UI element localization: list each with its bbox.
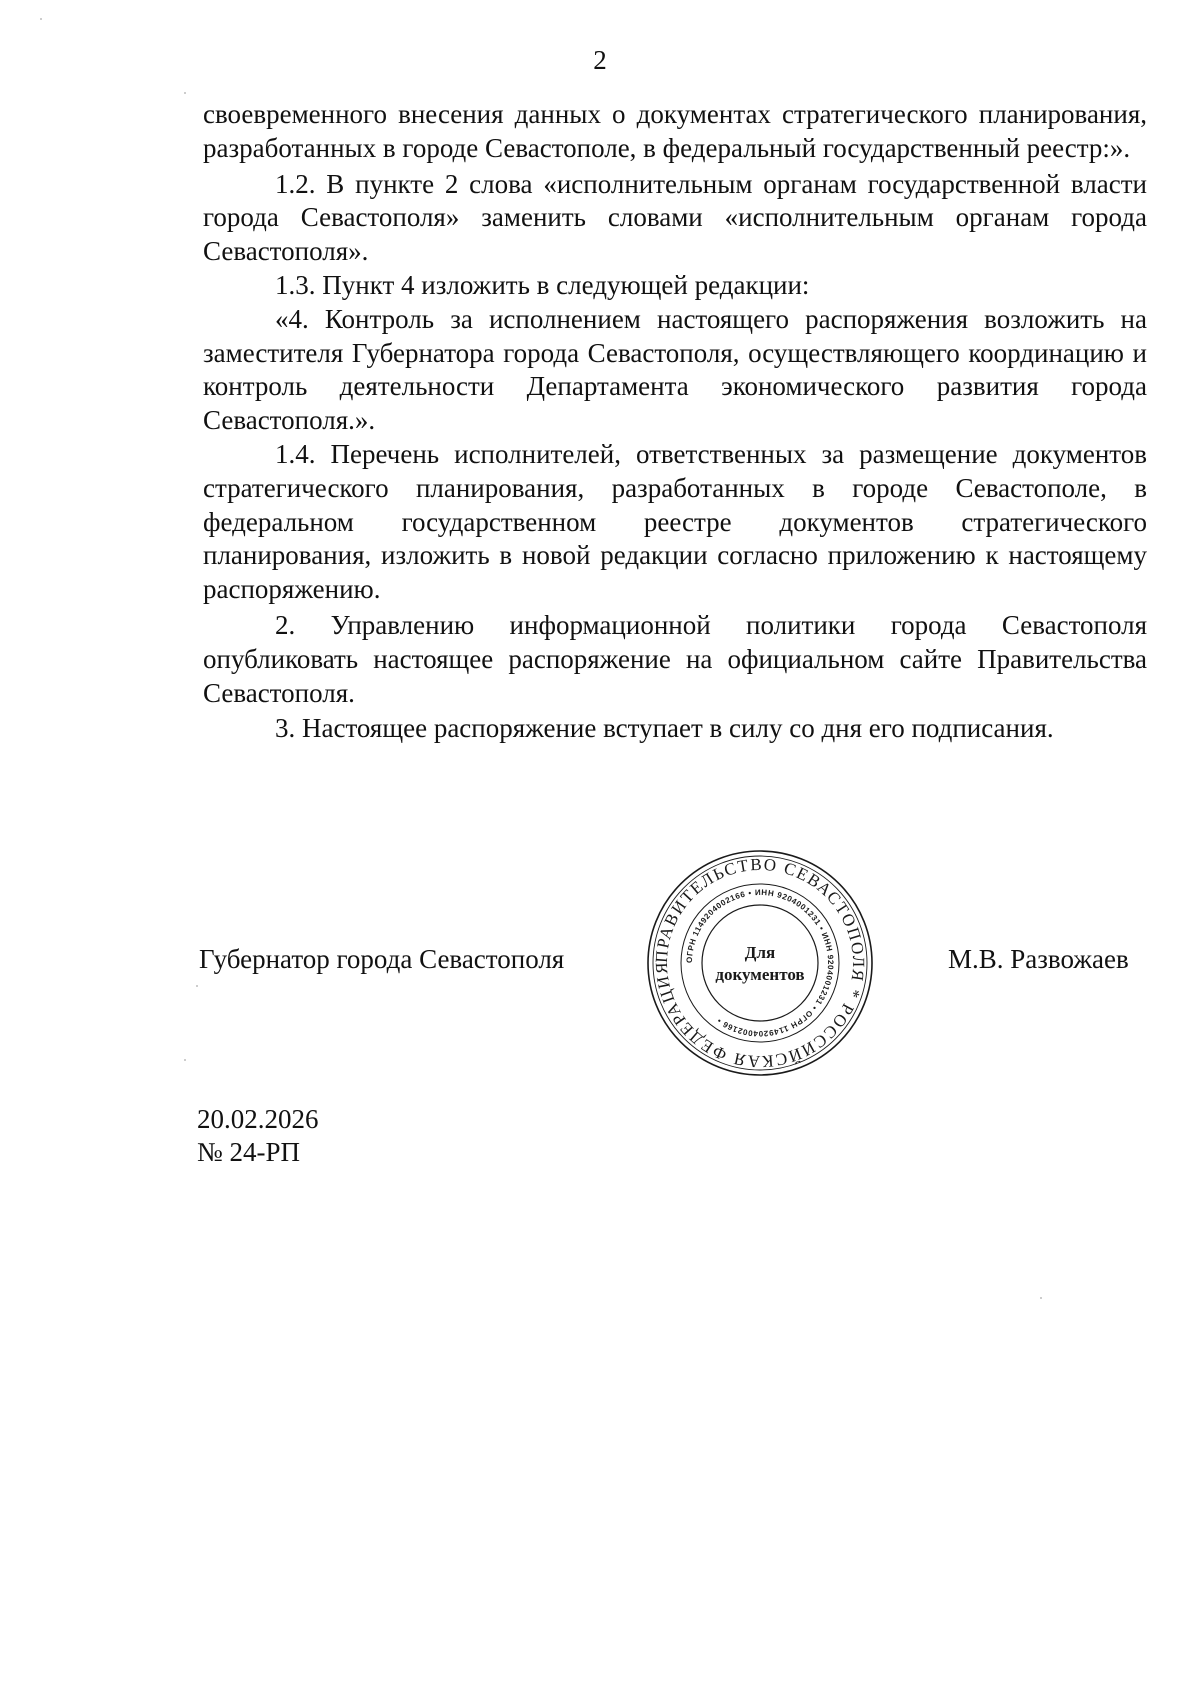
svg-text:документов: документов [715, 965, 805, 984]
paragraph-item-1-2: 1.2. В пункте 2 слова «исполнительным органам государственной власти города Севастополя» заменить словами «исполнительным органам города Севастополя». [203, 168, 1147, 267]
svg-text:Для: Для [744, 943, 776, 962]
scan-speck [40, 18, 42, 20]
scan-speck [184, 1059, 186, 1061]
signatory-title: Губернатор города Севастополя [199, 944, 565, 974]
svg-text:ПРАВИТЕЛЬСТВО СЕВАСТОПОЛЯ * РО: ПРАВИТЕЛЬСТВО СЕВАСТОПОЛЯ * РОССИЙСКАЯ ФЕДЕРАЦИЯ [651, 854, 869, 1072]
scan-speck [184, 92, 186, 94]
svg-text:ОГРН 1149204002166 • ИНН 92040: ОГРН 1149204002166 • ИНН 9204001231 • ИНН 9204001231 • ОГРН 1149204002166 • [684, 887, 836, 1039]
document-body [203, 98, 1147, 746]
paragraph-quoted-item-4: «4. Контроль за исполнением настоящего распоряжения возложить на заместителя Губернатора города Севастополя, осуществляющего координацию и контроль деятельности Департамента экономического развития города Севастополя.». [203, 303, 1147, 436]
paragraph-item-1-3: 1.3. Пункт 4 изложить в следующей редакции: [275, 269, 810, 300]
paragraph-item-1-4: 1.4. Перечень исполнителей, ответственных за размещение документов стратегического планирования, разработанных в городе Севастополе, в федеральном государственном реестре документов стратегического планирования, изложить в новой редакции согласно приложению к настоящему распоряжению. [203, 438, 1147, 605]
page-number: 2 [593, 45, 607, 75]
document-date: 20.02.2026 [197, 1104, 319, 1134]
paragraph-item-2: 2. Управлению информационной политики города Севастополя опубликовать настоящее распоряжение на официальном сайте Правительства Севастополя. [203, 609, 1147, 708]
scan-speck [1040, 1297, 1042, 1299]
paragraph-continuation: своевременного внесения данных о документах стратегического планирования, разработанных в городе Севастополе, в федеральный государственный реестр:». [203, 99, 1147, 163]
signatory-name: М.В. Развожаев [948, 944, 1129, 974]
paragraph-item-3: 3. Настоящее распоряжение вступает в силу со дня его подписания. [275, 713, 1054, 744]
scan-speck [196, 985, 198, 987]
document-number: № 24-РП [197, 1137, 301, 1167]
official-seal [645, 848, 875, 1078]
